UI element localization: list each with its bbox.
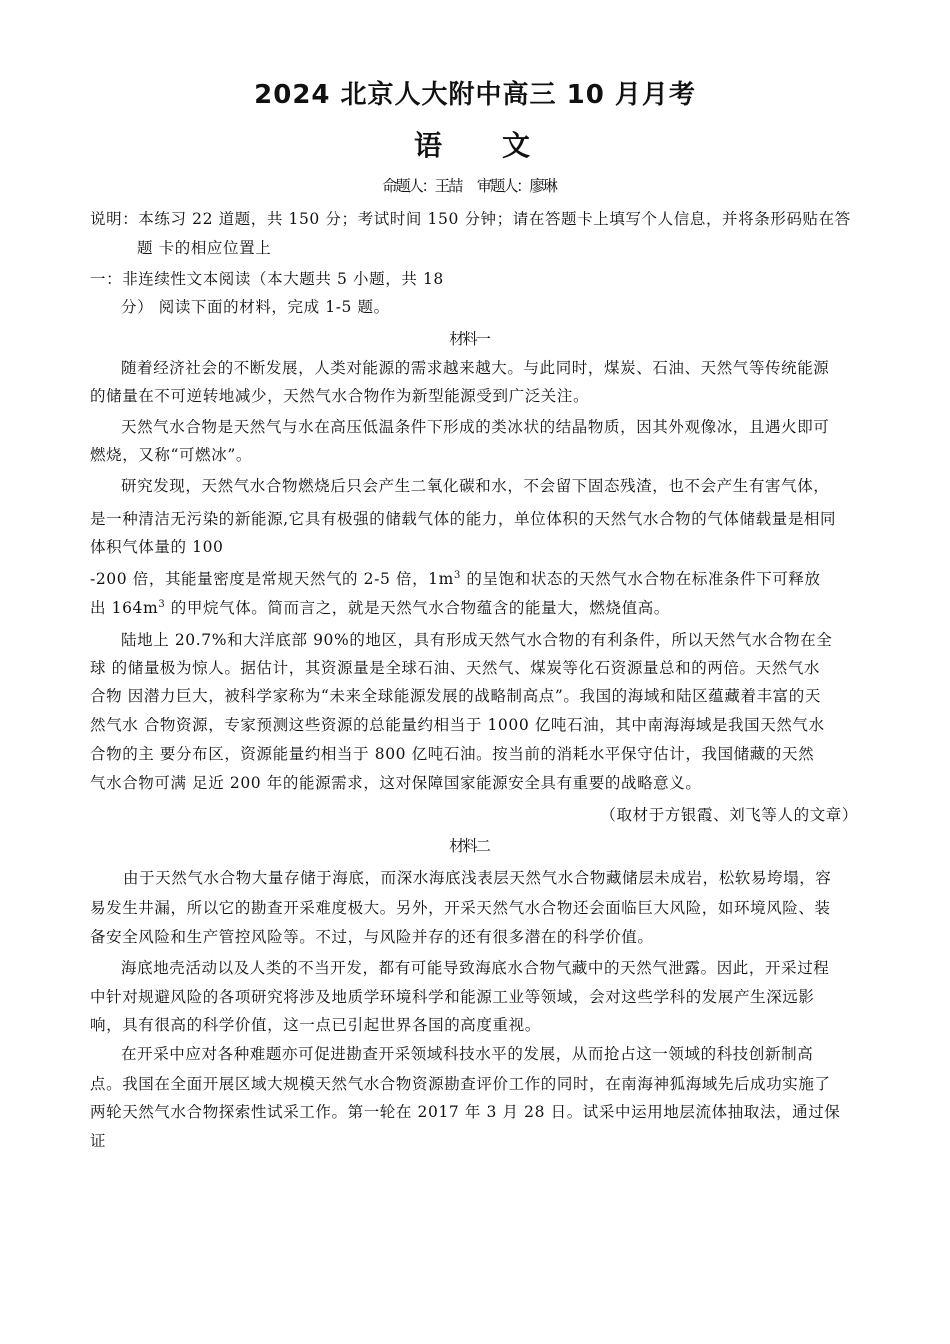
superscript-3: 3 [158,598,166,610]
m2-p3-line-2: 点。我国在全面开展区域大规模天然气水合物资源勘查评价工作的同时，在南海神狐海域先后成功实施了 [90,1075,831,1093]
material-1-source: （取材于方银霞、刘飞等人的文章） [600,806,858,824]
m1-p3-line-1: 研究发现，天然气水合物燃烧后只会产生二氧化碳和水，不会留下固态残渣，也不会产生有害气体， [121,477,830,495]
m1-p1-line-1: 随着经济社会的不断发展，人类对能源的需求越来越大。与此同时，煤炭、石油、天然气等传统能源 [121,359,830,377]
superscript-3: 3 [453,569,461,581]
m1-p3-line-3: 体积气体量的 100 [90,538,224,556]
material-1-heading: 材料一 [449,330,489,348]
m2-p3-line-3: 两轮天然气水合物探索性试采工作。第一轮在 2017 年 3 月 28 日。试采中运用地层流体抽取法，通过保 [90,1103,841,1121]
m1-p3-line-2: 是一种清洁无污染的新能源,它具有极强的储载气体的能力，单位体积的天然气水合物的气体储载量是相同 [90,510,837,528]
m2-p1-line-2: 易发生井漏，所以它的勘查开采难度极大。另外，开采天然气水合物还会面临巨大风险，如环境风险、装 [90,899,831,917]
m1-p4-line-6: 气水合物可满 足近 200 年的能源需求，这对保障国家能源安全具有重要的战略意义。 [90,774,702,792]
subject-char-2: 文 [502,129,537,162]
m2-p1-line-1: 由于天然气水合物大量存储于海底，而深水海底浅表层天然气水合物藏储层未成岩，松软易垮塌，容 [123,869,832,887]
m1-p3-line-4: -200 倍，其能量密度是常规天然气的 2-5 倍，$1m^3$ 的呈饱和状态的天然气水合物在标准条件下可释放 [90,569,821,588]
m1-p2-line-2: 燃烧，又称“可燃冰”。 [90,446,252,464]
m2-p2-line-1: 海底地壳活动以及人类的不当开发，都有可能导致海底水合物气藏中的天然气泄露。因此，开采过程 [121,959,830,977]
m1-p1-line-2: 的储量在不可逆转地减少，天然气水合物作为新型能源受到广泛关注。 [90,387,590,405]
authors-line: 命题人：王喆 审题人：廖琳 [382,177,556,195]
m2-p2-line-2: 中针对规避风险的各项研究将涉及地质学环境科学和能源工业等领域，会对这些学科的发展产生深远影 [90,988,815,1006]
instructions-line-2: 题 卡的相应位置上 [137,239,272,257]
m1-p4-line-5: 合物的主 要分布区，资源能量约相当于 800 亿吨石油。按当前的消耗水平保守估计，我国储藏的天然 [90,745,815,763]
m1-p4-line-3: 合物 因潜力巨大，被科学家称为“未来全球能源发展的战略制高点”。我国的海域和陆区蕴藏着丰富的天 [90,687,821,705]
subject-char-1: 语 [413,129,448,162]
section-heading-line-1: 一：非连续性文本阅读（本大题共 5 小题，共 18 [90,270,444,288]
m2-p2-line-3: 响，具有很高的科学价值，这一点已引起世界各国的高度重视。 [90,1016,541,1034]
material-2-heading: 材料二 [449,837,489,855]
m1-p4-line-1: 陆地上 20.7%和大洋底部 90%的地区，具有形成天然气水合物的有利条件，所以天然气水合物在全 [121,631,833,649]
instructions-line-1: 说明：本练习 22 道题，共 150 分；考试时间 150 分钟；请在答题卡上填写个人信息，并将条形码贴在答 [90,210,851,228]
m2-p1-line-3: 备安全风险和生产管控风险等。不过，与风险并存的还有很多潜在的科学价值。 [90,928,654,946]
m1-p2-line-1: 天然气水合物是天然气与水在高压低温条件下形成的类冰状的结晶物质，因其外观像冰，且遇火即可 [121,418,830,436]
m2-p3-line-1: 在开采中应对各种难题亦可促进勘查开采领域科技水平的发展，从而抢占这一领域的科技创新制高 [121,1045,814,1063]
m1-p4-line-2: 球 的储量极为惊人。据估计，其资源量是全球石油、天然气、煤炭等化石资源量总和的两倍。天然气水 [90,659,821,677]
m2-p3-line-4: 证 [90,1132,107,1150]
section-heading-line-2: 分） 阅读下面的材料，完成 1-5 题。 [121,298,390,316]
subject-heading [0,124,950,164]
m1-p4-line-4: 然气水 合物资源，专家预测这些资源的总能量约相当于 1000 亿吨石油，其中南海海域是我国天然气水 [90,716,825,734]
exam-title: 2024 北京人大附中高三 10 月月考 [254,80,696,110]
m1-p3-line-5: 出 $164m^3$ 的甲烷气体。简而言之，就是天然气水合物蕴含的能量大，燃烧值高。 [90,598,670,617]
